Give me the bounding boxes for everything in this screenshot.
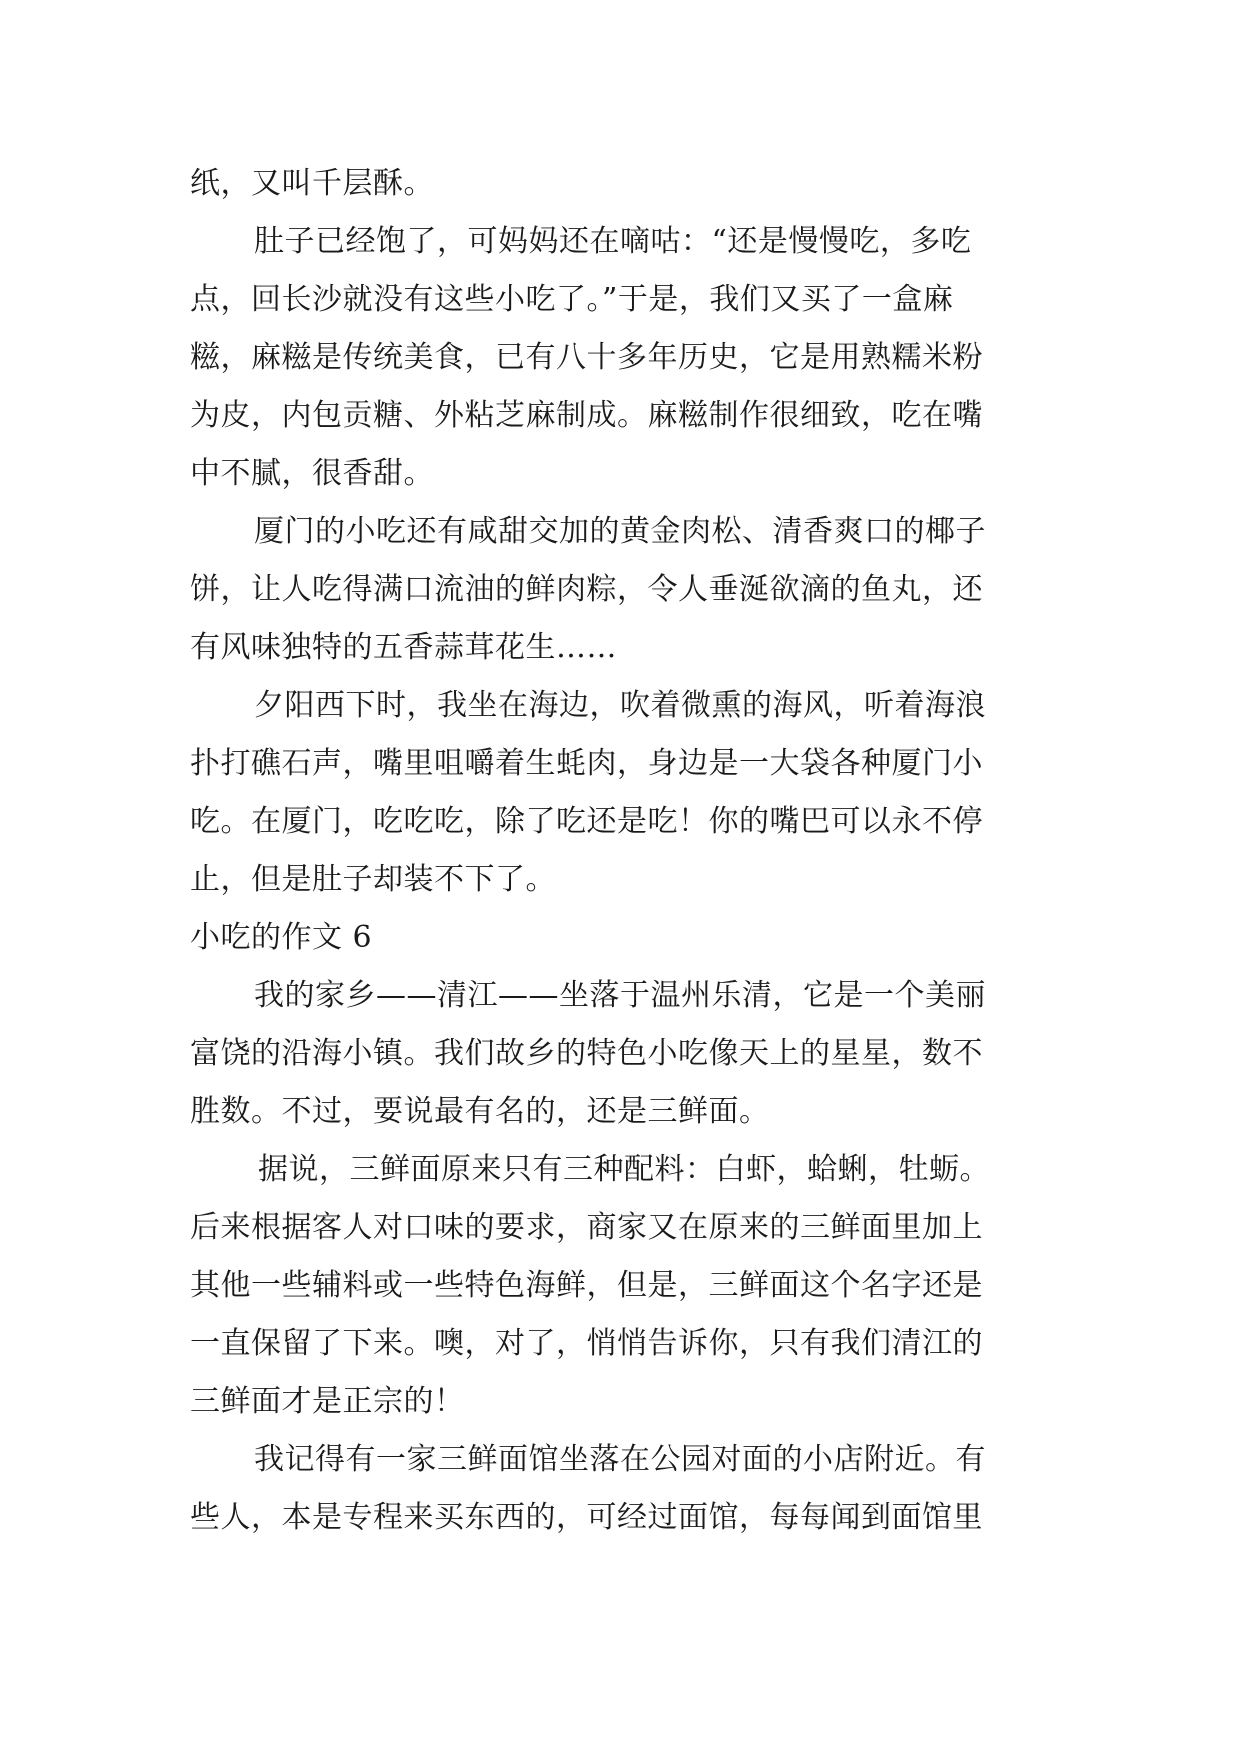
paragraph bbox=[190, 967, 1050, 1141]
text-line: 据说，三鲜面原来只有三种配料：白虾，蛤蜊，牡蛎。 bbox=[258, 1152, 990, 1187]
text-line: 点，回长沙就没有这些小吃了。”于是，我们又买了一盒麻 bbox=[190, 282, 954, 317]
text-line: 中不腻，很香甜。 bbox=[190, 456, 434, 491]
text-line: 饼，让人吃得满口流油的鲜肉粽，令人垂涎欲滴的鱼丸，还 bbox=[190, 572, 983, 607]
document-page bbox=[190, 155, 1050, 1547]
section-heading: 小吃的作文 6 bbox=[190, 920, 373, 955]
text-line: 富饶的沿海小镇。我们故乡的特色小吃像天上的星星，数不 bbox=[190, 1036, 983, 1071]
text-line: 胜数。不过，要说最有名的，还是三鲜面。 bbox=[190, 1094, 770, 1129]
text-line: 有风味独特的五香蒜茸花生…… bbox=[190, 630, 617, 665]
text-line: 其他一些辅料或一些特色海鲜，但是，三鲜面这个名字还是 bbox=[190, 1268, 983, 1303]
text-line: 我记得有一家三鲜面馆坐落在公园对面的小店附近。有 bbox=[254, 1442, 986, 1477]
text-line: 扑打礁石声，嘴里咀嚼着生蚝肉，身边是一大袋各种厦门小 bbox=[190, 746, 983, 781]
text-line: 些人，本是专程来买东西的，可经过面馆，每每闻到面馆里 bbox=[190, 1500, 983, 1535]
text-line: 吃。在厦门，吃吃吃，除了吃还是吃！你的嘴巴可以永不停 bbox=[190, 804, 983, 839]
paragraph bbox=[190, 503, 1050, 677]
paragraph bbox=[190, 1141, 1050, 1431]
paragraph bbox=[190, 677, 1050, 909]
text-line: 纸，又叫千层酥。 bbox=[190, 166, 434, 201]
paragraph bbox=[190, 213, 1050, 503]
text-line: 一直保留了下来。噢，对了，悄悄告诉你，只有我们清江的 bbox=[190, 1326, 983, 1361]
text-line: 为皮，内包贡糖、外粘芝麻制成。麻糍制作很细致，吃在嘴 bbox=[190, 398, 983, 433]
text-line: 后来根据客人对口味的要求，商家又在原来的三鲜面里加上 bbox=[190, 1210, 983, 1245]
paragraph bbox=[190, 1431, 1050, 1547]
paragraph bbox=[190, 155, 1050, 213]
text-line: 我的家乡——清江——坐落于温州乐清，它是一个美丽 bbox=[254, 978, 986, 1013]
text-line: 三鲜面才是正宗的！ bbox=[190, 1384, 465, 1419]
text-line: 肚子已经饱了，可妈妈还在嘀咕：“还是慢慢吃，多吃 bbox=[254, 224, 972, 259]
text-line: 糍，麻糍是传统美食，已有八十多年历史，它是用熟糯米粉 bbox=[190, 340, 983, 375]
text-line: 厦门的小吃还有咸甜交加的黄金肉松、清香爽口的椰子 bbox=[254, 514, 986, 549]
text-line: 止，但是肚子却装不下了。 bbox=[190, 862, 556, 897]
text-line: 夕阳西下时，我坐在海边，吹着微熏的海风，听着海浪 bbox=[254, 688, 986, 723]
